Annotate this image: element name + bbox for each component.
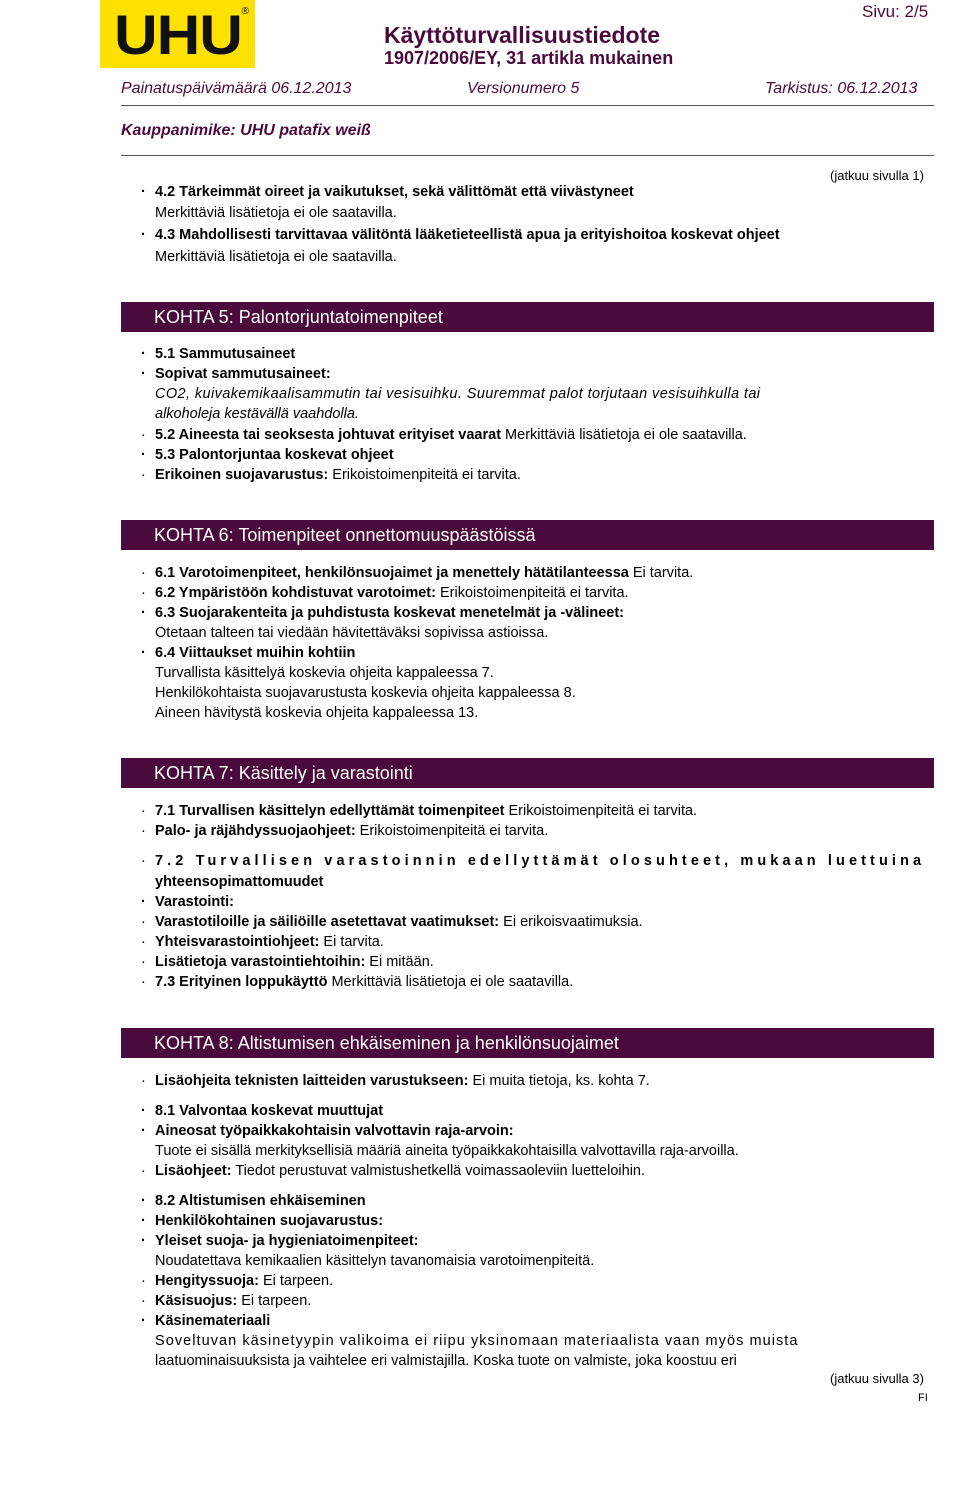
storage-joint: · Yhteisvarastointiohjeet: Ei tarvita. (141, 934, 384, 950)
text-6-3: Otetaan talteen tai viedään hävitettäväksi sopivissa astioissa. (155, 625, 549, 641)
ref-section-7: Turvallista käsittelyä koskevia ohjeita kappaleessa 7. (155, 665, 494, 681)
heading-4-3: · 4.3 Mahdollisesti tarvittavaa välitöntä lääketieteellistä apua ja erityishoitoa koskevat ohjeet (141, 227, 780, 243)
text-suitable-agents: CO2, kuivakemikaalisammutin tai vesisuihku. Suuremmat palot torjutaan vesisuihkulla tai (155, 386, 761, 402)
language-code: FI (918, 1392, 928, 1404)
heading-5-2: · 5.2 Aineesta tai seoksesta johtuvat erityiset vaarat Merkittäviä lisätietoja ei ole saatavilla. (141, 427, 747, 443)
heading-8-1: · 8.1 Valvontaa koskevat muuttujat (141, 1103, 384, 1119)
ref-section-8: Henkilökohtaista suojavarustusta koskevia ohjeita kappaleessa 8. (155, 685, 576, 701)
revision-date: Tarkistus: 06.12.2013 (765, 80, 918, 97)
heading-4-2: · 4.2 Tärkeimmät oireet ja vaikutukset, sekä välittömät että viivästyneet (141, 184, 634, 200)
section-7-title: KOHTA 7: Käsittely ja varastointi (121, 758, 413, 788)
respiratory-protection: · Hengityssuoja: Ei tarpeen. (141, 1273, 334, 1289)
heading-7-2: · 7.2 Turvallisen varastoinnin edellyttämät olosuhteet, mukaan luettuina (141, 853, 926, 869)
heading-6-3: · 6.3 Suojarakenteita ja puhdistusta koskevat menetelmät ja -välineet: (141, 605, 625, 621)
logo-text: UHU (114, 3, 242, 66)
continued-to: (jatkuu sivulla 3) (830, 1371, 924, 1386)
heading-6-1: · 6.1 Varotoimenpiteet, henkilönsuojaimet ja menettely hätätilanteessa Ei tarvita. (141, 565, 694, 581)
text-4-3: Merkittäviä lisätietoja ei ole saatavilla. (155, 249, 397, 265)
label-suitable-agents: · Sopivat sammutusaineet: (141, 366, 331, 382)
heading-6-4: · 6.4 Viittaukset muihin kohtiin (141, 645, 356, 661)
label-storage: · Varastointi: (141, 894, 234, 910)
version-number: Versionumero 5 (467, 80, 580, 97)
document-title: Käyttöturvallisuustiedote (384, 22, 661, 48)
document-subtitle: 1907/2006/EY, 31 artikla mukainen (384, 48, 674, 68)
label-hygiene: · Yleiset suoja- ja hygieniatoimenpiteet: (141, 1233, 419, 1249)
page-number: Sivu: 2/5 (862, 2, 929, 21)
heading-8-2: · 8.2 Altistumisen ehkäiseminen (141, 1193, 366, 1209)
label-personal-protection: · Henkilökohtainen suojavarustus: (141, 1213, 384, 1229)
heading-7-3: · 7.3 Erityinen loppukäyttö Merkittäviä lisätietoja ei ole saatavilla. (141, 974, 574, 990)
text-foam: alkoholeja kestävällä vaahdolla. (155, 406, 359, 422)
print-date: Painatuspäivämäärä 06.12.2013 (121, 80, 352, 97)
section-5-title: KOHTA 5: Palontorjuntatoimenpiteet (121, 302, 443, 332)
uhu-logo (100, 0, 255, 68)
text-4-2: Merkittäviä lisätietoja ei ole saatavilla. (155, 205, 397, 221)
label-limit-values: · Aineosat työpaikkakohtaisin valvottavin raja-arvoin: (141, 1123, 514, 1139)
section-8-title: KOHTA 8: Altistumisen ehkäiseminen ja henkilönsuojaimet (121, 1028, 619, 1058)
ref-section-13: Aineen hävitystä koskevia ohjeita kappaleessa 13. (155, 705, 479, 721)
text-glove-material-2: laatuominaisuuksista ja vaihtelee eri valmistajilla. Koska tuote on valmiste, joka koostuu eri (155, 1353, 737, 1369)
continued-from: (jatkuu sivulla 1) (830, 168, 924, 183)
technical-equipment: · Lisäohjeita teknisten laitteiden varustukseen: Ei muita tietoja, ks. kohta 7. (141, 1073, 650, 1089)
trade-divider (121, 155, 934, 156)
text-limit-values: Tuote ei sisällä merkityksellisiä määriä aineita työpaikkakohtaisilla valvottavilla raja-arvoilla. (155, 1143, 739, 1159)
text-glove-material-1: Soveltuvan käsinetyypin valikoima ei riipu yksinomaan materiaalista vaan myös muista (155, 1333, 799, 1349)
registered-mark: ® (241, 6, 249, 17)
fire-protection: · Palo- ja räjähdyssuojaohjeet: Erikoistoimenpiteitä ei tarvita. (141, 823, 549, 839)
section-6-title: KOHTA 6: Toimenpiteet onnettomuuspäästöissä (121, 520, 536, 550)
additional-info: · Lisäohjeet: Tiedot perustuvat valmistushetkellä voimassaoleviin luetteloihin. (141, 1163, 646, 1179)
label-glove-material: · Käsinemateriaali (141, 1313, 271, 1329)
trade-name: Kauppanimike: UHU patafix weiß (121, 122, 371, 139)
hand-protection: · Käsisuojus: Ei tarpeen. (141, 1293, 312, 1309)
header-divider (121, 105, 934, 106)
heading-7-1: · 7.1 Turvallisen käsittelyn edellyttämät toimenpiteet Erikoistoimenpiteitä ei tarvita. (141, 803, 698, 819)
special-equipment: · Erikoinen suojavarustus: Erikoistoimenpiteitä ei tarvita. (141, 467, 521, 483)
heading-6-2: · 6.2 Ympäristöön kohdistuvat varotoimet: Erikoistoimenpiteitä ei tarvita. (141, 585, 629, 601)
heading-7-2-cont: yhteensopimattomuudet (155, 874, 324, 890)
heading-5-1: · 5.1 Sammutusaineet (141, 346, 296, 362)
storage-info: · Lisätietoja varastointiehtoihin: Ei mitään. (141, 954, 434, 970)
text-hygiene: Noudatettava kemikaalien käsittelyn tavanomaisia varotoimenpiteitä. (155, 1253, 595, 1269)
storage-requirements: · Varastotiloille ja säiliöille asetettavat vaatimukset: Ei erikoisvaatimuksia. (141, 914, 643, 930)
heading-5-3: · 5.3 Palontorjuntaa koskevat ohjeet (141, 447, 394, 463)
